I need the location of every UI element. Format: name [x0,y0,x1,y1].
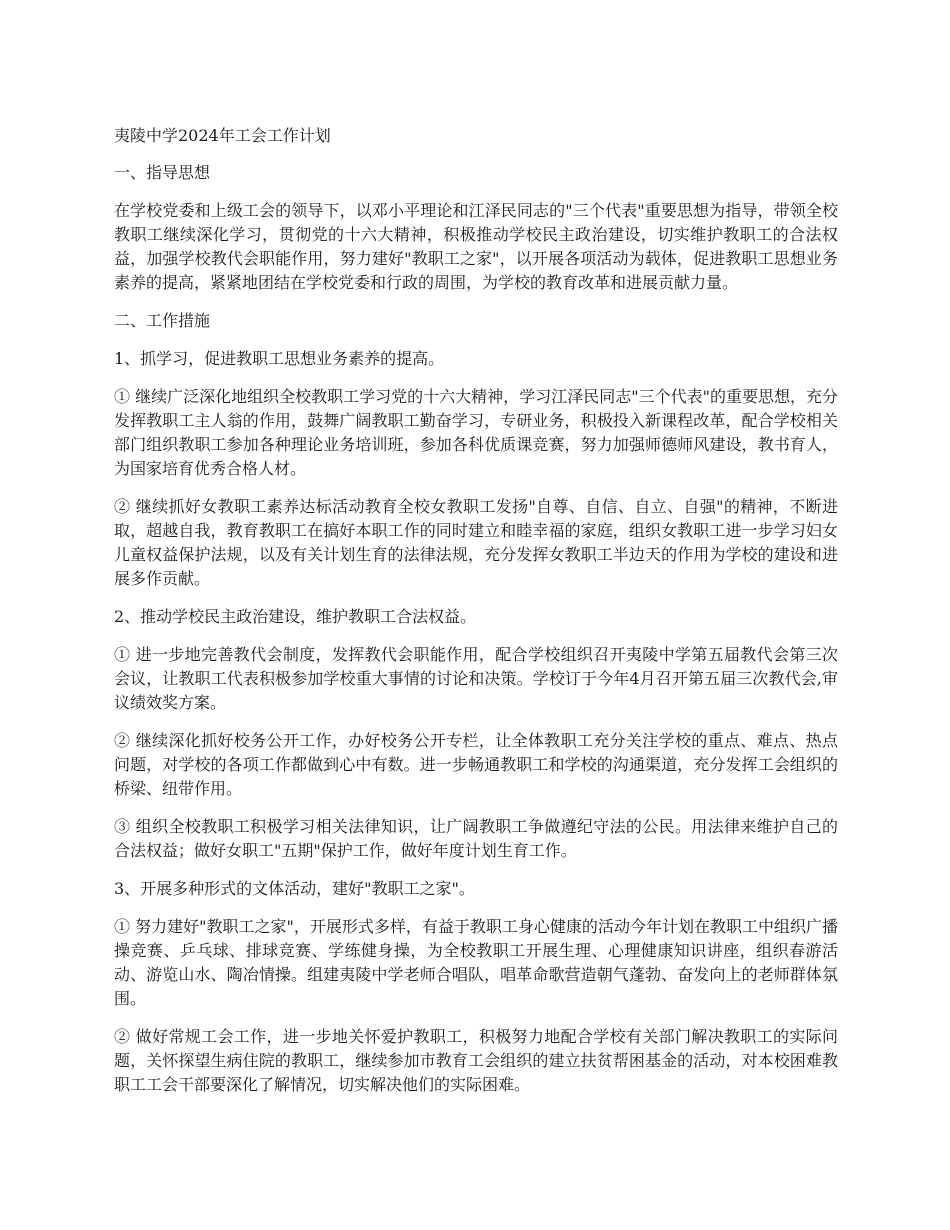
section-heading-work-measures: 二、工作措施 [114,311,211,330]
measure-2-heading: 2、推动学校民主政治建设，维护教职工合法权益。 [114,607,477,626]
section-heading-guiding-ideology: 一、指导思想 [114,163,211,182]
measure-1-item-2: ② 继续抓好女教职工素养达标活动教育全校女教职工发扬"自尊、自信、自立、自强"的精神，不断进取，超越自我，教育教职工在搞好本职工作的同时建立和睦幸福的家庭，组织女教职工进一步学习妇女儿童权益保护法规，以及有关计划生育的法律法规，充分发挥女教职工半边天的作用为学校的建设和进展多作贡献。 [114,497,838,588]
guiding-ideology-paragraph: 在学校党委和上级工会的领导下，以邓小平理论和江泽民同志的"三个代表"重要思想为指导，带领全校教职工继续深化学习，贯彻党的十六大精神，积极推动学校民主政治建设，切实维护教职工的合法权益，加强学校教代会职能作用，努力建好"教职工之家"，以开展各项活动为载体，促进教职工思想业务素养的提高，紧紧地团结在学校党委和行政的周围，为学校的教育改革和进展贡献力量。 [114,201,838,292]
measure-1-item-1: ① 继续广泛深化地组织全校教职工学习党的十六大精神，学习江泽民同志"三个代表"的重要思想，充分发挥教职工主人翁的作用，鼓舞广阔教职工勤奋学习，专研业务，积极投入新课程改革，配合学校相关部门组织教职工参加各种理论业务培训班，参加各科优质课竞赛，努力加强师德师风建设，教书育人，为国家培育优秀合格人材。 [114,387,838,478]
measure-3-heading: 3、开展多种形式的文体活动，建好"教职工之家"。 [114,879,475,898]
measure-1-heading: 1、抓学习，促进教职工思想业务素养的提高。 [114,349,445,368]
measure-2-item-1: ① 进一步地完善教代会制度，发挥教代会职能作用，配合学校组织召开夷陵中学第五届教代会第三次会议，让教职工代表积极参加学校重大事情的讨论和决策。学校订于今年4月召开第五届三次教代会,审议绩效奖方案。 [114,645,838,712]
document-page [114,124,838,1111]
measure-2-item-3: ③ 组织全校教职工积极学习相关法律知识，让广阔教职工争做遵纪守法的公民。用法律来维护自己的合法权益；做好女职工"五期"保护工作，做好年度计划生育工作。 [114,817,838,860]
measure-3-item-2: ② 做好常规工会工作，进一步地关怀爱护教职工，积极努力地配合学校有关部门解决教职工的实际问题，关怀探望生病住院的教职工，继续参加市教育工会组织的建立扶贫帮困基金的活动，对本校困难教职工工会干部要深化了解情况，切实解决他们的实际困难。 [114,1027,838,1094]
document-title: 夷陵中学2024年工会工作计划 [114,126,331,145]
measure-2-item-2: ② 继续深化抓好校务公开工作，办好校务公开专栏，让全体教职工充分关注学校的重点、难点、热点问题，对学校的各项工作都做到心中有数。进一步畅通教职工和学校的沟通渠道，充分发挥工会组织的桥梁、纽带作用。 [114,731,838,798]
measure-3-item-1: ① 努力建好"教职工之家"，开展形式多样，有益于教职工身心健康的活动今年计划在教职工中组织广播操竞赛、乒乓球、排球竞赛、学练健身操，为全校教职工开展生理、心理健康知识讲座，组织春游活动、游览山水、陶冶情操。组建夷陵中学老师合唱队，唱革命歌营造朝气蓬勃、奋发向上的老师群体氛围。 [114,917,838,1008]
